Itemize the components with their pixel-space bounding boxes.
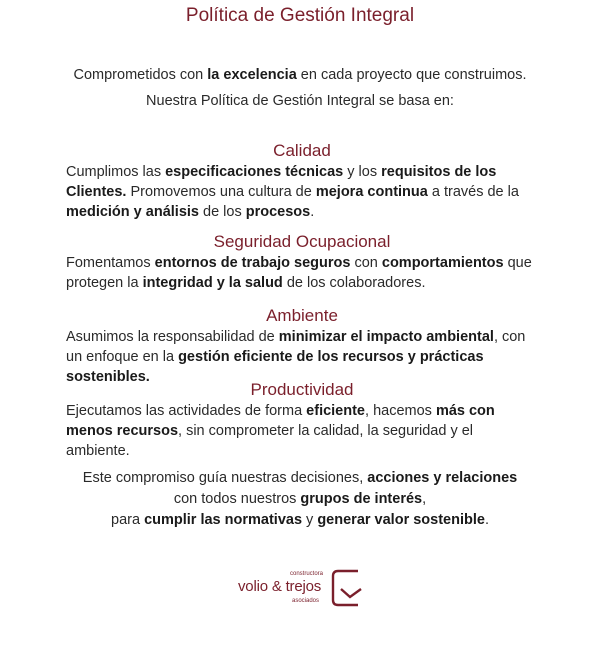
logo-bottom-text: asociados [292,598,320,604]
body-bold: medición y análisis [66,204,199,220]
section-seguridad [66,231,538,293]
section-heading: Seguridad Ocupacional [213,232,391,251]
intro [0,62,600,114]
intro-line-1 [0,62,600,88]
intro-highlight: la excelencia [207,67,297,83]
body-bold: gestión eficiente de los recursos y prácticas sostenibles. [66,349,484,385]
closing-statement [0,468,600,531]
logo-mark-icon [330,568,364,608]
body-text: . [310,204,315,220]
closing-bold: generar valor sostenible [317,512,485,528]
body-bold: mejora continua [315,184,428,200]
body-text: Cumplimos las [66,164,166,180]
section-body [66,327,538,387]
section-body [66,162,538,222]
closing-text: Este compromiso guía nuestras decisiones, [82,470,368,486]
closing-bold: grupos de interés [300,491,423,507]
body-bold: procesos [245,204,311,220]
section-body [66,253,538,293]
body-bold: eficiente [306,403,366,419]
section-heading: Calidad [273,141,331,160]
body-text: de los [198,204,246,220]
logo-top-text: constructora [290,571,324,577]
intro-line-2: Nuestra Política de Gestión Integral se basa en: [146,93,454,109]
section-productividad [66,379,538,461]
body-bold: requisitos de los Clientes. [66,164,497,200]
body-text: que protegen la [66,255,532,291]
closing-text: con todos nuestros [173,491,301,507]
logo-wordmark: volio & trejos [238,578,322,595]
body-bold: minimizar el impacto ambiental [278,329,494,345]
body-text: Asumimos la responsabilidad de [66,329,279,345]
closing-line-1 [0,468,600,489]
section-calidad [66,140,538,222]
body-text: con [350,255,382,271]
body-text: , sin comprometer la calidad, la seguridad y el ambiente. [66,423,474,459]
closing-text: para [111,512,145,528]
closing-line-3 [0,510,600,531]
body-bold: más con menos recursos [66,403,495,439]
closing-line-2 [0,489,600,510]
body-text: , hacemos [365,403,436,419]
body-text: Fomentamos [66,255,155,271]
closing-text: , [422,491,427,507]
body-bold: comportamientos [381,255,504,271]
section-heading: Ambiente [266,306,338,325]
closing-bold: cumplir las normativas [144,512,303,528]
body-bold: especificaciones técnicas [165,164,344,180]
intro-text: Comprometidos con [73,67,208,83]
body-text: y los [343,164,382,180]
page-title: Política de Gestión Integral [185,5,415,26]
section-body [66,401,538,461]
intro-text: en cada proyecto que construimos. [296,67,527,83]
body-text: , con un enfoque en la [66,329,526,365]
closing-text: y [302,512,318,528]
body-bold: integridad y la salud [142,275,283,291]
section-ambiente [66,305,538,387]
closing-text: . [484,512,489,528]
body-text: Promovemos una cultura de [126,184,316,200]
closing-bold: acciones y relaciones [367,470,518,486]
body-bold: entornos de trabajo seguros [154,255,351,271]
body-text: de los colaboradores. [282,275,426,291]
body-text: a través de la [427,184,519,200]
section-heading: Productividad [250,380,354,399]
company-logo [232,566,372,622]
body-text: Ejecutamos las actividades de forma [66,403,307,419]
